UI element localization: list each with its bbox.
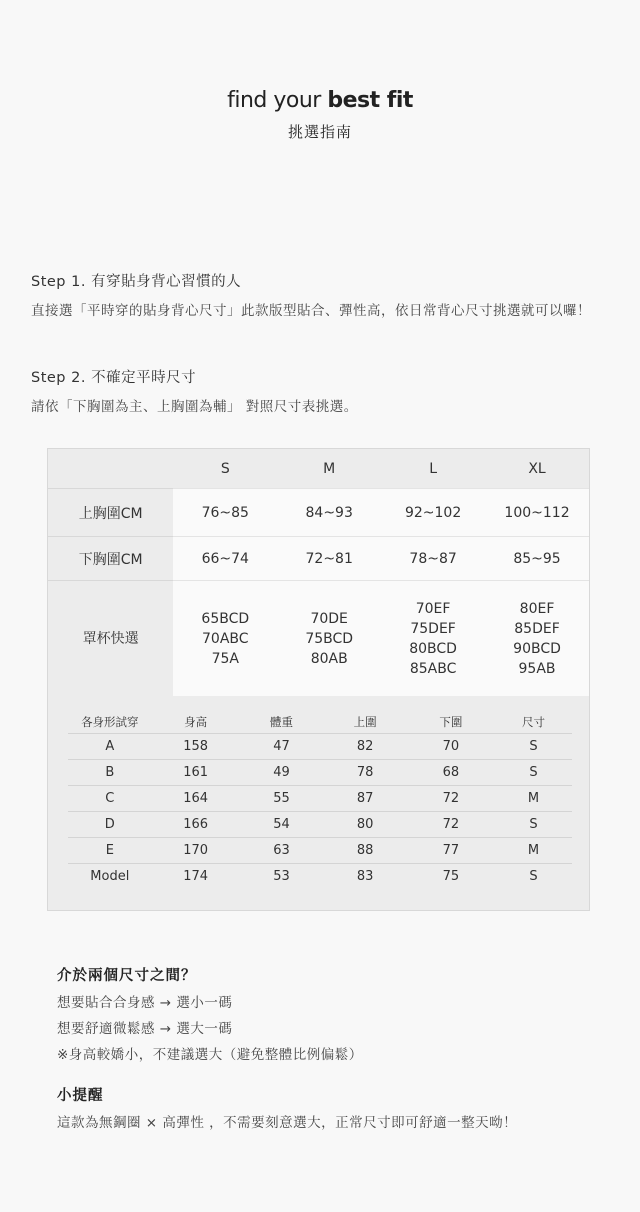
cup-value: 65BCD [201,610,250,627]
size-table [48,449,589,696]
cup-value: 70ABC [202,630,249,647]
table-cell: 166 [152,812,240,838]
table-cell: M [495,838,572,864]
upper-bust-row [48,489,589,537]
table-cell: D [68,812,152,838]
cup-value: 80BCD [409,640,457,657]
table-cell: 66~74 [173,537,277,581]
table-cell: 88 [323,838,407,864]
table-cell: 84~93 [277,489,381,537]
cup-value: 70DE [310,610,348,627]
row-label: 罩杯快選 [48,581,173,697]
table-cell: 75 [407,864,495,890]
under-bust-row [48,537,589,581]
corner-cell [48,449,173,489]
cup-cell [173,581,277,697]
table-cell: S [495,760,572,786]
size-header-l: L [381,449,485,489]
cup-quick-row [48,581,589,697]
step-1-desc: 直接選「平時穿的貼身背心尺寸」此款版型貼合、彈性高，依日常背心尺寸挑選就可以囉！ [31,303,591,319]
table-cell: 72 [407,812,495,838]
table-cell: M [495,786,572,812]
fit-header: 上圍 [353,715,377,729]
header [0,88,640,142]
fit-table [68,711,572,889]
reminder-title: 小提醒 [57,1088,104,1104]
table-row [68,760,572,786]
between-line: 想要舒適微鬆感 → 選大一碼 [57,1021,233,1037]
cup-value: 85DEF [514,620,560,637]
table-cell: Model [68,864,152,890]
cup-value: 75DEF [410,620,456,637]
table-cell: 55 [240,786,324,812]
table-row [68,838,572,864]
fit-header: 身高 [184,715,208,729]
fit-header: 各身形試穿 [81,715,139,729]
table-row [68,812,572,838]
table-cell: 49 [240,760,324,786]
cup-value: 80EF [519,600,555,617]
cup-value: 85ABC [409,660,457,677]
fit-header: 體重 [269,715,293,729]
table-cell: 83 [323,864,407,890]
size-header-m: M [277,449,381,489]
cup-cell [381,581,485,697]
cup-value: 90BCD [513,640,561,657]
table-cell: 70 [407,734,495,760]
fit-header: 尺寸 [521,715,545,729]
between-sizes [57,964,363,1063]
table-cell: 174 [152,864,240,890]
table-cell: 100~112 [485,489,589,537]
table-cell: 63 [240,838,324,864]
reminder-text: 這款為無鋼圈 × 高彈性 ，不需要刻意選大，正常尺寸即可舒適一整天呦！ [57,1115,518,1131]
between-line: ※身高較嬌小，不建議選大（避免整體比例偏鬆） [57,1047,363,1063]
table-cell: 161 [152,760,240,786]
table-cell: 92~102 [381,489,485,537]
table-cell: 78~87 [381,537,485,581]
page-title: 挑選指南 [287,123,352,141]
table-cell: C [68,786,152,812]
between-title: 介於兩個尺寸之間？ [57,968,197,984]
step-2 [31,366,358,415]
tagline-bold: best fit [327,88,413,113]
cup-cell [277,581,381,697]
table-cell: 54 [240,812,324,838]
table-cell: S [495,812,572,838]
step-2-desc: 請依「下胸圍為主、上胸圍為輔」 對照尺寸表挑選。 [31,399,358,415]
table-cell: S [495,864,572,890]
table-row [68,734,572,760]
row-label: 下胸圍CM [48,537,173,581]
table-cell: 80 [323,812,407,838]
cup-value: 80AB [310,650,348,667]
size-header-s: S [173,449,277,489]
step-1-title: Step 1. 有穿貼身背心習慣的人 [31,274,242,290]
table-cell: 78 [323,760,407,786]
table-cell: 76~85 [173,489,277,537]
table-cell: 87 [323,786,407,812]
tagline [0,88,640,113]
table-cell: 72 [407,786,495,812]
table-cell: 72~81 [277,537,381,581]
step-1 [31,270,591,319]
table-cell: 68 [407,760,495,786]
size-chart-panel [47,448,590,911]
reminder [57,1084,517,1131]
table-cell: S [495,734,572,760]
table-cell: 158 [152,734,240,760]
table-cell: 85~95 [485,537,589,581]
cup-value: 95AB [518,660,556,677]
size-header-row [48,449,589,489]
table-cell: 170 [152,838,240,864]
fit-header-row [68,711,572,734]
table-cell: 164 [152,786,240,812]
table-cell: B [68,760,152,786]
table-cell: 47 [240,734,324,760]
cup-value: 70EF [415,600,451,617]
table-row [68,864,572,890]
table-cell: A [68,734,152,760]
between-line: 想要貼合合身感 → 選小一碼 [57,995,233,1011]
table-cell: 77 [407,838,495,864]
size-header-xl: XL [485,449,589,489]
fit-header: 下圍 [439,715,463,729]
step-2-title: Step 2. 不確定平時尺寸 [31,370,197,386]
row-label: 上胸圍CM [48,489,173,537]
cup-cell [485,581,589,697]
cup-value: 75A [211,650,239,667]
table-row [68,786,572,812]
table-cell: 53 [240,864,324,890]
table-cell: 82 [323,734,407,760]
table-cell: E [68,838,152,864]
cup-value: 75BCD [305,630,354,647]
tagline-light: find your [227,88,328,113]
